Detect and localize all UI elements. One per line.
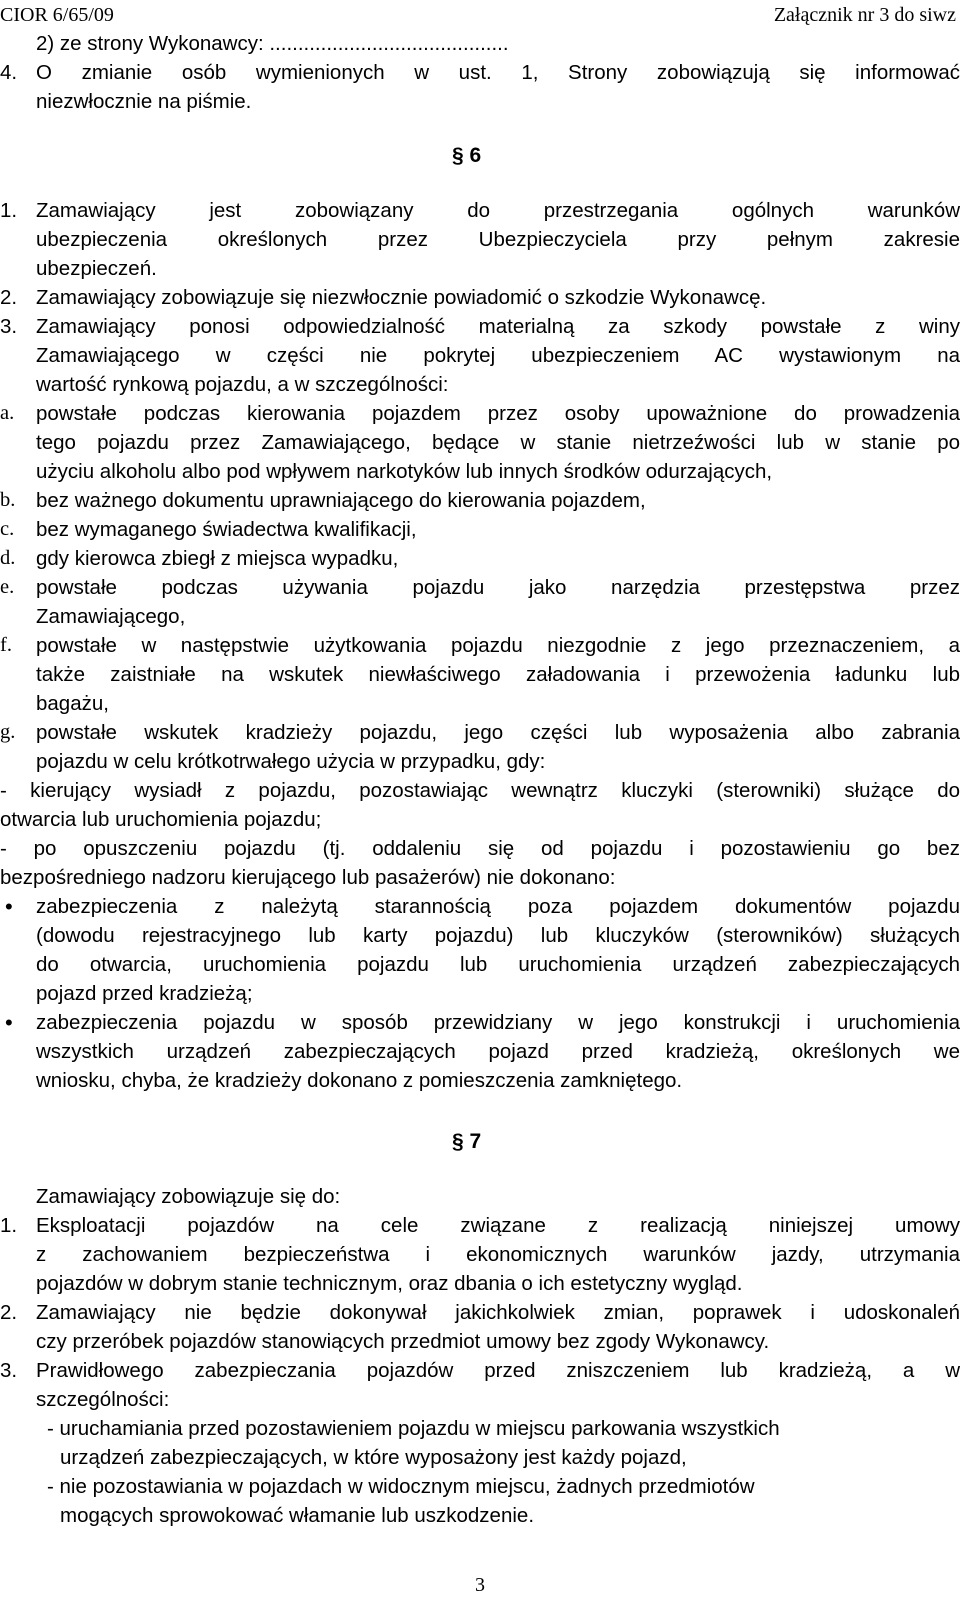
s7-p2-line-2: czy przeróbek pojazdów stanowiących przedmiot umowy bez zgody Wykonawcy. (36, 1330, 770, 1353)
section-6-heading: § 6 (452, 144, 482, 167)
s6-dash-2-line-1: - po opuszczeniu pojazdu (tj. oddaleniu się od pojazdu i pozostawieniu go bez (0, 837, 960, 860)
s6-e-line-1: e. powstałe podczas używania pojazdu jako narzędzia przestępstwa przez (0, 576, 960, 599)
s6-p1-line-1: 1. Zamawiający jest zobowiązany do przestrzegania ogólnych warunków (0, 199, 960, 222)
s6-dash-2-line-2: bezpośredniego nadzoru kierującego lub pasażerów) nie dokonano: (0, 866, 616, 889)
header-right: Załącznik nr 3 do siwz (773, 4, 956, 26)
s6-p1-line-3: ubezpieczeń. (36, 257, 157, 280)
s6-p3-line-2: Zamawiającego w części nie pokrytej ubezpieczeniem AC wystawionym na (36, 344, 960, 367)
s6-bullet-1-line-4: pojazd przed kradzieżą; (36, 982, 253, 1005)
s6-a-line-3: użyciu alkoholu albo pod wpływem narkotyków lub innych środków odurzających, (36, 460, 773, 483)
s7-sub-1-line-1: - uruchamiania przed pozostawieniem pojazdu w miejscu parkowania wszystkich (47, 1417, 780, 1440)
s6-g-line-1: g. powstałe wskutek kradzieży pojazdu, jego części lub wyposażenia albo zabrania (0, 721, 960, 744)
s7-p1-line-2: z zachowaniem bezpieczeństwa i ekonomicznych warunków jazdy, utrzymania (36, 1243, 960, 1266)
s6-a-line-1: a. powstałe podczas kierowania pojazdem przez osoby upoważnione do prowadzenia (0, 402, 960, 425)
s7-p1-line-1: 1. Eksploatacji pojazdów na cele związane z realizacją niniejszej umowy (0, 1214, 960, 1237)
s6-g-line-2: pojazdu w celu krótkotrwałego użycia w przypadku, gdy: (36, 750, 546, 773)
s6-bullet-2-line-1: • zabezpieczenia pojazdu w sposób przewidziany w jego konstrukcji i uruchomienia (5, 1010, 960, 1035)
header-left: CIOR 6/65/09 (0, 4, 114, 26)
bullet-icon: • (5, 894, 13, 919)
item-4-line-2: niezwłocznie na piśmie. (36, 90, 252, 113)
s6-bullet-2-line-2: wszystkich urządzeń zabezpieczających pojazd przed kradzieżą, określonych we (36, 1040, 960, 1063)
s6-p3-line-1: 3. Zamawiający ponosi odpowiedzialność materialną za szkody powstałe z winy (0, 315, 960, 338)
s6-c-line-1: c. bez wymaganego świadectwa kwalifikacji, (0, 518, 417, 541)
s6-p1-line-2: ubezpieczenia określonych przez Ubezpieczyciela przy pełnym zakresie (36, 228, 960, 251)
s6-bullet-2-line-3: wniosku, chyba, że kradzieży dokonano z pomieszczenia zamkniętego. (36, 1069, 683, 1092)
s6-f-line-2: także zaistniałe na wskutek niewłaściwego załadowania i przewożenia ładunku lub (36, 663, 960, 686)
section-7-heading: § 7 (452, 1130, 482, 1153)
s6-p2-line-1: 2. Zamawiający zobowiązuje się niezwłocznie powiadomić o szkodzie Wykonawcę. (0, 286, 767, 309)
s6-bullet-1-line-3: do otwarcia, uruchomienia pojazdu lub uruchomienia urządzeń zabezpieczających (36, 953, 960, 976)
item-4-line-1: 4. O zmianie osób wymienionych w ust. 1, Strony zobowiązują się informować (0, 61, 960, 84)
s7-intro: Zamawiający zobowiązuje się do: (36, 1185, 341, 1208)
s6-d-line-1: d. gdy kierowca zbiegł z miejsca wypadku, (0, 547, 399, 570)
s7-p3-line-2: szczególności: (36, 1388, 170, 1411)
bullet-icon: • (5, 1010, 13, 1035)
s6-bullet-1-line-2: (dowodu rejestracyjnego lub karty pojazdu) lub kluczyków (sterowników) służących (36, 924, 960, 947)
s6-bullet-1-line-1: • zabezpieczenia z należytą starannością poza pojazdem dokumentów pojazdu (5, 894, 960, 919)
item-2-line: 2) ze strony Wykonawcy: .......................................... (36, 32, 509, 55)
page-number: 3 (475, 1574, 485, 1596)
s7-p3-line-1: 3. Prawidłowego zabezpieczania pojazdów przed zniszczeniem lub kradzieżą, a w (0, 1359, 960, 1382)
s6-e-line-2: Zamawiającego, (36, 605, 186, 628)
s6-a-line-2: tego pojazdu przez Zamawiającego, będące w stanie nietrzeźwości lub w stanie po (36, 431, 960, 454)
s6-f-line-1: f. powstałe w następstwie użytkowania pojazdu niezgodnie z jego przeznaczeniem, a (0, 634, 960, 657)
s6-dash-1-line-2: otwarcia lub uruchomienia pojazdu; (0, 808, 322, 831)
s7-sub-2-line-2: mogących sprowokować włamanie lub uszkodzenie. (60, 1504, 535, 1527)
s7-p1-line-3: pojazdów w dobrym stanie technicznym, oraz dbania o ich estetyczny wygląd. (36, 1272, 743, 1295)
s7-p2-line-1: 2. Zamawiający nie będzie dokonywał jakichkolwiek zmian, poprawek i udoskonaleń (0, 1301, 960, 1324)
s6-p3-line-3: wartość rynkową pojazdu, a w szczególności: (36, 373, 449, 396)
s6-f-line-3: bagażu, (36, 692, 109, 715)
s6-b-line-1: b. bez ważnego dokumentu uprawniającego do kierowania pojazdem, (0, 489, 646, 512)
s7-sub-1-line-2: urządzeń zabezpieczających, w które wyposażony jest każdy pojazd, (60, 1446, 687, 1469)
s7-sub-2-line-1: - nie pozostawiania w pojazdach w widocznym miejscu, żadnych przedmiotów (47, 1475, 755, 1498)
s6-dash-1-line-1: - kierujący wysiadł z pojazdu, pozostawiając wewnątrz kluczyki (sterowniki) służące do (0, 779, 960, 802)
